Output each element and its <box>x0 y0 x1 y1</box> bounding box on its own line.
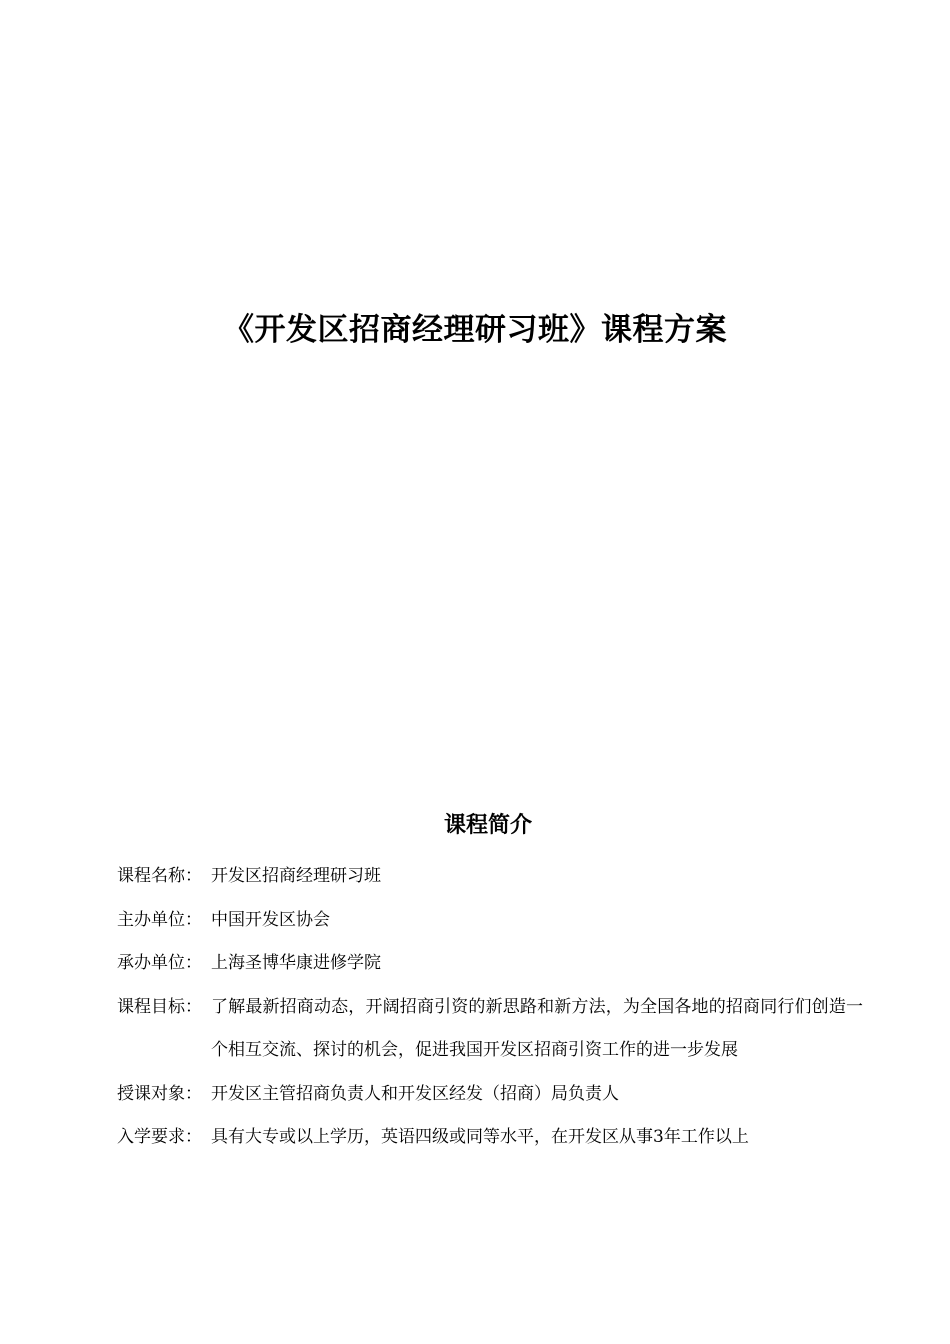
course-info-row-requirements <box>117 1116 863 1160</box>
course-info-row-name <box>117 855 863 899</box>
course-info-row-organizer <box>117 899 863 943</box>
host-value: 上海圣博华康进修学院 <box>211 953 381 973</box>
course-info-row-host <box>117 942 863 986</box>
section-heading-course-intro: 课程简介 <box>443 813 532 838</box>
objective-label: 课程目标： <box>117 996 202 1017</box>
organizer-value: 中国开发区协会 <box>211 909 330 930</box>
course-info-row-audience <box>117 1073 863 1117</box>
audience-label: 授课对象： <box>117 1083 202 1104</box>
requirements-value: 具有大专或以上学历，英语四级或同等水平，在开发区从事3年工作以上 <box>211 1127 749 1147</box>
course-name-label: 课程名称： <box>117 866 202 886</box>
organizer-label: 主办单位： <box>117 909 202 930</box>
requirements-label: 入学要求： <box>117 1127 202 1147</box>
host-label: 承办单位： <box>117 953 202 973</box>
course-info-row-objective <box>117 986 863 1073</box>
course-name-value: 开发区招商经理研习班 <box>211 866 381 886</box>
audience-value: 开发区主管招商负责人和开发区经发（招商）局负责人 <box>211 1083 619 1104</box>
course-info-list <box>117 855 863 1160</box>
document-title: 《开发区招商经理研习班》课程方案 <box>223 312 727 348</box>
objective-value: 了解最新招商动态，开阔招商引资的新思路和新方法，为全国各地的招商同行们创造一个相互交流、探讨的机会，促进我国开发区招商引资工作的进一步发展 <box>211 996 863 1060</box>
